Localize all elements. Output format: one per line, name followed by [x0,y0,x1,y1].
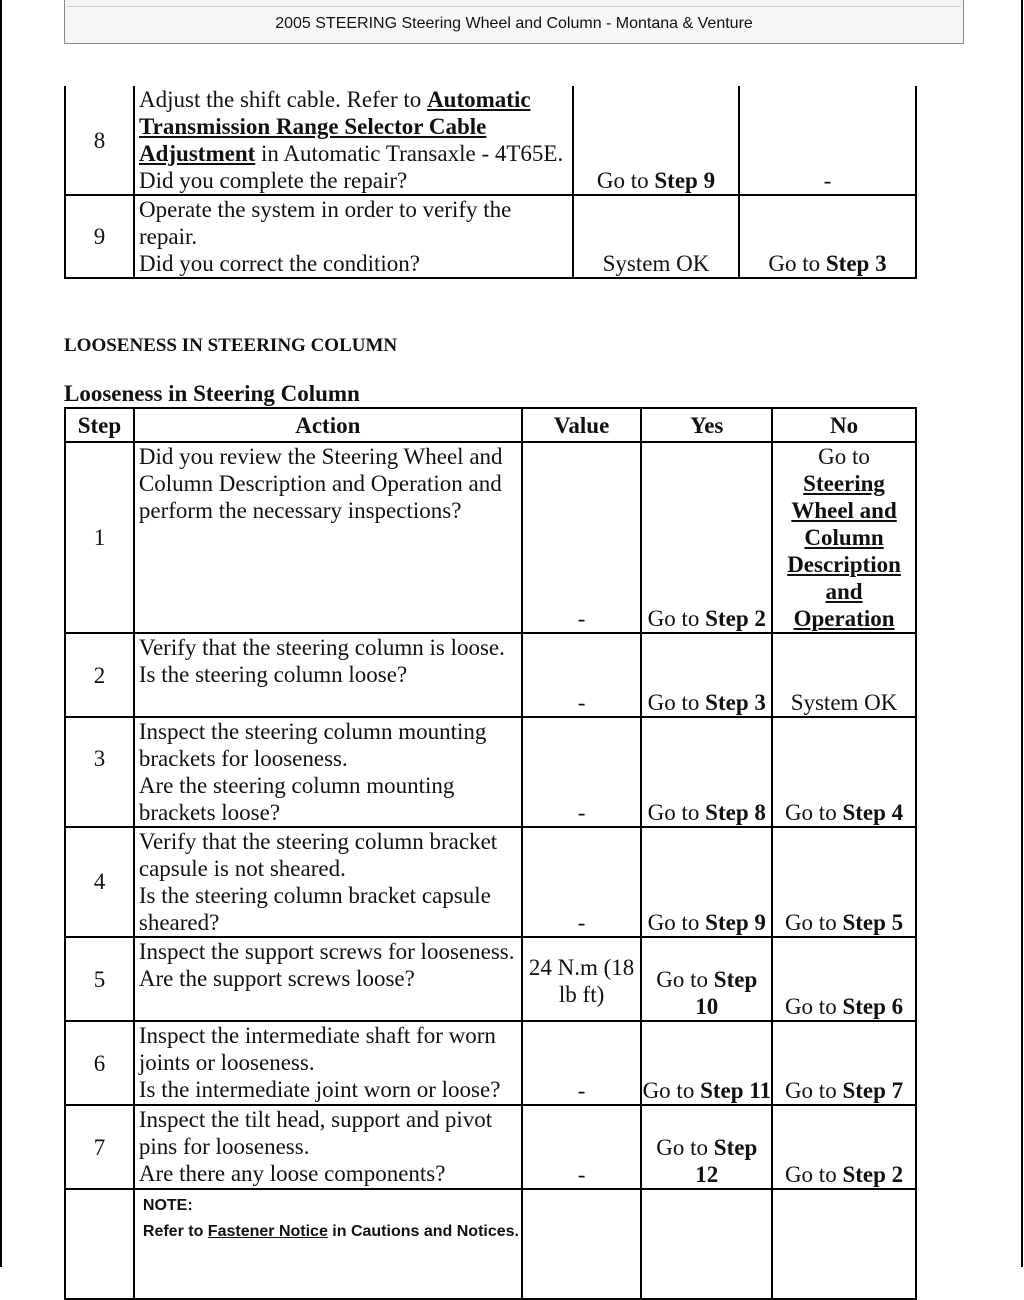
table-row [65,1021,916,1105]
go-to-text: Go to [647,690,706,715]
step-link[interactable]: Step 6 [842,994,904,1019]
step-number: 9 [65,195,134,278]
question-text: Is the intermediate joint worn or loose? [138,1077,501,1102]
yes-cell [641,937,772,1021]
table-row [65,633,916,717]
go-to-text: Go to [647,606,706,631]
no-cell: System OK [772,633,916,717]
fastener-notice-link[interactable]: Fastener Notice [207,1223,328,1240]
action-cell [134,195,573,278]
table-row [65,937,916,1021]
step-number: 4 [65,827,134,937]
step-link[interactable]: Step 11 [700,1078,771,1103]
action-cell [134,827,522,937]
step-number: 2 [65,633,134,717]
page-title: 2005 STEERING Steering Wheel and Column - Montana & Venture [67,6,961,41]
action-cell [134,1021,522,1105]
go-to-text: Go to [784,1162,843,1187]
go-to-text: Go to [784,910,843,935]
go-to-text: Go to [596,168,655,193]
go-to-text: Go to [647,910,706,935]
step-link[interactable]: Step 3 [825,251,887,276]
go-to-text: Go to [768,251,826,276]
action-cell [134,633,522,717]
go-to-text: Go to [656,967,714,992]
action-text: Adjust the shift cable. Refer to [139,87,428,112]
column-header-no: No [772,408,916,442]
question-text: Did you correct the condition? [139,251,421,276]
action-text: in Automatic Transaxle - 4T65E. [255,141,564,166]
step-number: 8 [65,86,134,195]
value-cell: - [522,1021,642,1105]
description-and-operation-link[interactable]: Steering Wheel and Column Description and Operation [787,471,901,631]
action-cell [134,86,573,195]
value-cell: - [522,827,642,937]
table-row [65,827,916,937]
value-cell [522,1189,642,1299]
action-cell [134,1105,522,1189]
step-link[interactable]: Step 12 [695,1135,758,1187]
page-right-border [1021,0,1023,1267]
step-number: 3 [65,717,134,827]
step-link[interactable]: Step 8 [705,800,766,825]
no-cell [772,827,916,937]
value-cell: - [522,442,642,633]
step-link[interactable]: Step 9 [654,168,716,193]
page-header [64,0,964,44]
note-text [143,1222,521,1242]
yes-cell [641,1021,772,1105]
yes-cell: System OK [573,195,739,278]
action-text: Inspect the steering column mounting brackets for looseness. [138,719,487,771]
go-to-text: Go to [784,1078,843,1103]
question-text: Is the steering column bracket capsule sheared? [138,883,491,935]
go-to-text: Go to [784,800,843,825]
column-header-yes: Yes [641,408,772,442]
table-row [65,195,916,278]
table-row [65,86,916,195]
value-cell: 24 N.m (18 lb ft) [522,937,642,1021]
column-header-step: Step [65,408,134,442]
note-title: NOTE: [142,1197,193,1214]
no-cell [772,442,916,633]
step-link[interactable]: Step 2 [842,1162,904,1187]
looseness-diagnostic-table [64,407,917,1300]
section-heading: LOOSENESS IN STEERING COLUMN [64,335,398,356]
table-caption: Looseness in Steering Column [64,381,360,406]
action-text: Operate the system in order to verify the repair. [139,197,512,249]
range-selector-cable-adjustment-link[interactable]: Automatic Transmission Range Selector Cable Adjustment [139,87,531,166]
action-text: Verify that the steering column is loose. [138,635,505,660]
step-number: 5 [65,937,134,1021]
action-text: Inspect the support screws for looseness. [138,939,515,964]
step-link[interactable]: Step 4 [842,800,904,825]
no-cell: - [739,86,916,195]
no-cell [772,1189,916,1299]
action-cell [134,937,522,1021]
yes-cell [641,717,772,827]
action-cell: Did you review the Steering Wheel and Column Description and Operation and perform the necessary inspections? [134,442,522,633]
step-number: 7 [65,1105,134,1189]
no-cell [772,937,916,1021]
no-cell [772,1105,916,1189]
previous-diagnostic-table [64,86,917,279]
go-to-text: Go to [784,994,843,1019]
table-row [65,442,916,633]
yes-cell [641,827,772,937]
column-header-action: Action [134,408,522,442]
question-text: Are the steering column mounting brackets loose? [138,773,455,825]
table-header-row [65,408,916,442]
go-to-text: Go to [647,800,706,825]
no-cell [772,717,916,827]
question-text: Is the steering column loose? [138,662,408,687]
column-header-value: Value [522,408,642,442]
yes-cell [573,86,739,195]
table-row [65,1189,916,1299]
go-to-text: Go to [818,444,870,469]
step-link[interactable]: Step 9 [705,910,766,935]
value-cell: - [522,717,642,827]
note-text-post: in Cautions and Notices. [327,1223,519,1240]
yes-cell [641,1105,772,1189]
table-row [65,717,916,827]
yes-cell [641,633,772,717]
table-row [65,1105,916,1189]
value-cell: - [522,633,642,717]
step-number [65,1189,134,1299]
value-cell: - [522,1105,642,1189]
go-to-text: Go to [642,1078,701,1103]
step-link[interactable]: Step 3 [705,690,766,715]
step-number: 1 [65,442,134,633]
action-text: Inspect the tilt head, support and pivot pins for looseness. [138,1107,493,1159]
action-text: Verify that the steering column bracket capsule is not sheared. [138,829,498,881]
note-text-pre: Refer to [142,1223,208,1240]
step-link[interactable]: Step 10 [695,967,758,1019]
no-cell [739,195,916,278]
step-link[interactable]: Step 7 [842,1078,904,1103]
no-cell [772,1021,916,1105]
yes-cell [641,1189,772,1299]
question-text: Are there any loose components? [138,1161,446,1186]
question-text: Are the support screws loose? [138,966,415,991]
step-link[interactable]: Step 5 [842,910,904,935]
step-link[interactable]: Step 2 [705,606,766,631]
yes-cell [641,442,772,633]
action-cell [134,717,522,827]
note-cell [134,1189,522,1299]
action-text: Inspect the intermediate shaft for worn joints or looseness. [138,1023,496,1075]
go-to-text: Go to [656,1135,714,1160]
question-text: Did you complete the repair? [139,168,408,193]
step-number: 6 [65,1021,134,1105]
page-left-border [0,0,2,1267]
